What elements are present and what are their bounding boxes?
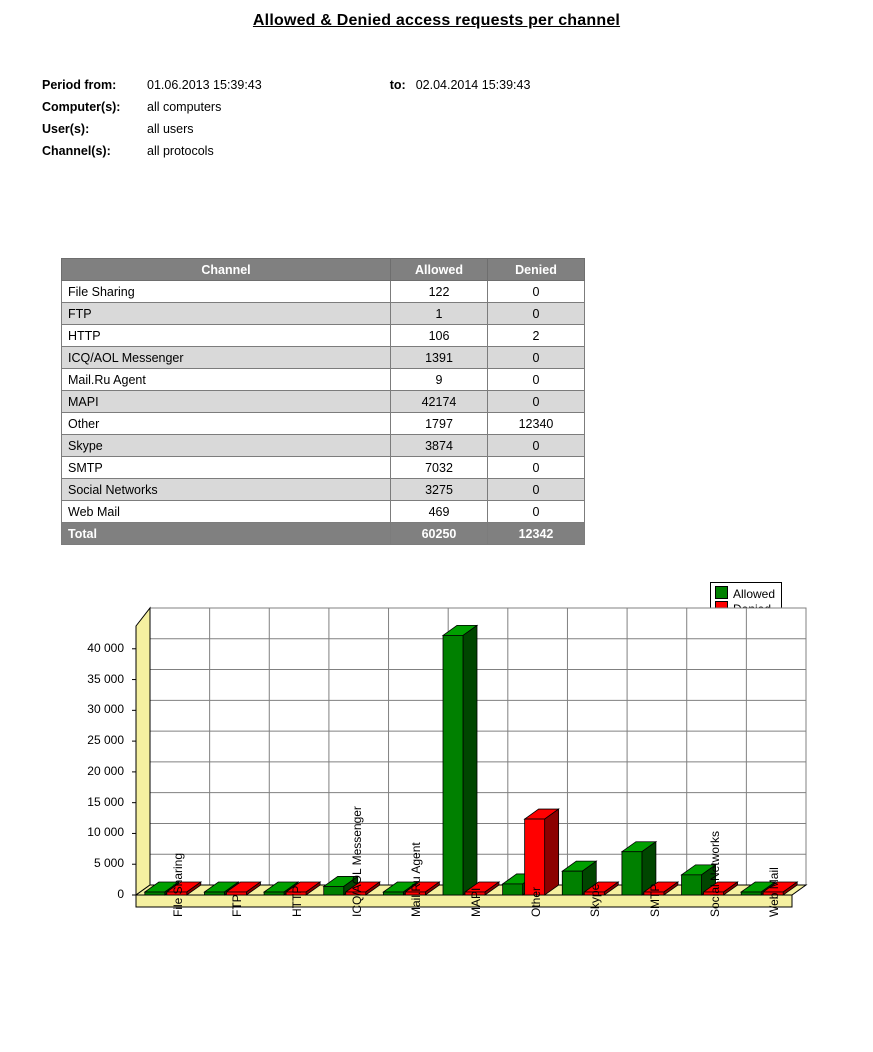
meta-row-period [42,74,530,96]
bar-allowed-mapi [443,625,477,895]
computers-value: all computers [147,100,222,114]
x-axis-tick-label: Mail.Ru Agent [409,842,424,917]
cell-allowed: 1 [391,303,488,325]
table-row [62,391,585,413]
cell-denied: 0 [488,281,585,303]
cell-allowed: 3275 [391,479,488,501]
x-axis-tick-label: Social Networks [707,830,722,917]
users-label: User(s): [42,122,90,136]
table-row [62,501,585,523]
x-axis-tick-label: Other [528,886,543,917]
period-value: 01.06.2013 15:39:43 [147,78,262,92]
column-header-denied: Denied [488,259,585,281]
x-axis-tick-label: FTP [230,894,245,917]
page-title: Allowed & Denied access requests per channel [252,12,621,29]
cell-channel: ICQ/AOL Messenger [62,347,391,369]
x-axis-tick-label: SMTP [647,883,662,917]
report-meta [42,74,530,162]
computers-label: Computer(s): [42,100,121,114]
x-axis-tick-label: Skype [588,883,603,917]
users-value: all users [147,122,194,136]
cell-channel: MAPI [62,391,391,413]
bar-chart-plot [0,572,873,1042]
table-row [62,457,585,479]
x-axis-tick-label: Web Mail [767,867,782,917]
table-row [62,435,585,457]
chart-container [0,572,873,1042]
cell-denied: 2 [488,325,585,347]
cell-allowed: 1391 [391,347,488,369]
cell-allowed: 42174 [391,391,488,413]
cell-channel: Skype [62,435,391,457]
table-total-row [62,523,585,545]
column-header-allowed: Allowed [391,259,488,281]
table-header-row [62,259,585,281]
table-row [62,413,585,435]
y-axis-tick-label: 0 [117,887,124,901]
report-table-wrapper [61,258,585,545]
cell-denied: 0 [488,479,585,501]
x-axis-tick-label: HTTP [290,885,305,917]
axis-wall-left [136,608,150,895]
cell-denied: 0 [488,391,585,413]
cell-channel: File Sharing [62,281,391,303]
x-axis-tick-label: File Sharing [170,852,185,917]
cell-denied: 0 [488,369,585,391]
cell-allowed: 122 [391,281,488,303]
cell-total-denied: 12342 [488,523,585,545]
cell-total-allowed: 60250 [391,523,488,545]
table-row [62,281,585,303]
meta-row-users [42,118,530,140]
to-label: to: [389,78,406,92]
cell-allowed: 106 [391,325,488,347]
meta-row-computers [42,96,530,118]
y-axis-tick-label: 15 000 [87,794,124,809]
column-header-channel: Channel [62,259,391,281]
cell-channel: Web Mail [62,501,391,523]
cell-allowed: 1797 [391,413,488,435]
cell-denied: 0 [488,303,585,325]
channel-stats-table [61,258,585,545]
y-axis-tick-label: 25 000 [87,733,124,748]
cell-allowed: 9 [391,369,488,391]
table-row [62,325,585,347]
channels-label: Channel(s): [42,144,111,158]
table-body [62,281,585,545]
y-axis-tick-label: 30 000 [87,702,124,717]
period-label: Period from: [42,78,117,92]
x-axis-tick-label: ICQ/AOL Messenger [349,806,364,917]
table-header [62,259,585,281]
cell-channel: Mail.Ru Agent [62,369,391,391]
cell-channel: Other [62,413,391,435]
cell-denied: 0 [488,435,585,457]
to-value: 02.04.2014 15:39:43 [415,78,531,92]
cell-channel: FTP [62,303,391,325]
legend-label-allowed: Allowed [733,587,776,601]
y-axis-tick-label: 20 000 [87,763,124,778]
cell-denied: 0 [488,347,585,369]
cell-allowed: 7032 [391,457,488,479]
cell-denied: 0 [488,501,585,523]
y-axis-tick-label: 10 000 [87,825,124,840]
table-row [62,347,585,369]
cell-channel: SMTP [62,457,391,479]
cell-channel: HTTP [62,325,391,347]
cell-denied: 0 [488,457,585,479]
cell-allowed: 469 [391,501,488,523]
cell-allowed: 3874 [391,435,488,457]
table-row [62,479,585,501]
x-axis-tick-label: MAPI [469,887,483,917]
y-axis-tick-label: 40 000 [87,640,124,655]
channels-value: all protocols [147,144,214,158]
cell-channel: Social Networks [62,479,391,501]
table-row [62,303,585,325]
table-row [62,369,585,391]
meta-row-channels [42,140,530,162]
bar-denied-other [525,809,559,895]
cell-total-label: Total [62,523,391,545]
y-axis-tick-label: 5 000 [93,856,124,871]
y-axis-tick-label: 35 000 [87,671,124,686]
cell-denied: 12340 [488,413,585,435]
